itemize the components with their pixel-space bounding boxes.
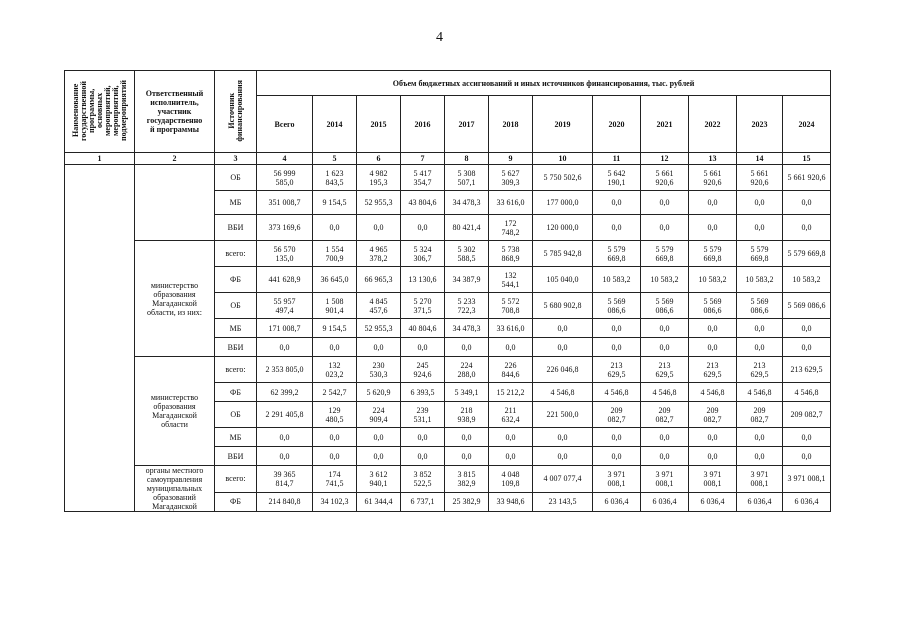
amount-cell: 5 785 942,8 [533,241,593,267]
amount-cell: 0,0 [445,447,489,466]
amount-cell: 15 212,2 [489,383,533,402]
amount-cell: 23 143,5 [533,492,593,511]
amount-cell: 0,0 [689,428,737,447]
amount-cell: 0,0 [313,338,357,357]
amount-cell: 0,0 [641,338,689,357]
amount-cell: 0,0 [489,447,533,466]
amount-cell: 5 661 920,6 [641,165,689,191]
amount-cell: 0,0 [489,428,533,447]
column-number: 14 [737,153,783,165]
amount-cell: 132 023,2 [313,357,357,383]
amount-cell: 0,0 [737,319,783,338]
amount-cell: 56 570 135,0 [257,241,313,267]
amount-cell: 34 387,9 [445,267,489,293]
funding-source-cell: ОБ [215,165,257,191]
header-year: 2024 [783,96,831,153]
column-number: 5 [313,153,357,165]
amount-cell: 6 737,1 [401,492,445,511]
amount-cell: 5 569 086,6 [737,293,783,319]
amount-cell: 4 007 077,4 [533,466,593,493]
column-number: 12 [641,153,689,165]
amount-cell: 52 955,3 [357,191,401,215]
table-row [65,241,831,267]
amount-cell: 5 324 306,7 [401,241,445,267]
column-number: 10 [533,153,593,165]
amount-cell: 0,0 [401,428,445,447]
amount-cell: 0,0 [357,338,401,357]
amount-cell: 0,0 [593,319,641,338]
amount-cell: 3 971 008,1 [641,466,689,493]
amount-cell: 0,0 [533,319,593,338]
amount-cell: 0,0 [737,215,783,241]
amount-cell: 351 008,7 [257,191,313,215]
amount-cell: 213 629,5 [783,357,831,383]
amount-cell: 4 546,8 [783,383,831,402]
amount-cell: 0,0 [533,428,593,447]
amount-cell: 209 082,7 [737,402,783,428]
amount-cell: 120 000,0 [533,215,593,241]
amount-cell: 1 623 843,5 [313,165,357,191]
amount-cell: 0,0 [641,319,689,338]
column-number: 15 [783,153,831,165]
executor-cell [135,165,215,241]
funding-source-cell: ОБ [215,293,257,319]
funding-source-cell: МБ [215,428,257,447]
amount-cell: 1 554 700,9 [313,241,357,267]
amount-cell: 3 971 008,1 [593,466,641,493]
amount-cell: 80 421,4 [445,215,489,241]
amount-cell: 36 645,0 [313,267,357,293]
amount-cell: 0,0 [593,447,641,466]
amount-cell: 209 082,7 [689,402,737,428]
column-number: 2 [135,153,215,165]
executor-cell: министерство образования Магаданской области [135,357,215,466]
amount-cell: 13 130,6 [401,267,445,293]
header-year: 2016 [401,96,445,153]
amount-cell: 0,0 [689,191,737,215]
amount-cell: 5 308 507,1 [445,165,489,191]
amount-cell: 4 546,8 [533,383,593,402]
amount-cell: 2 353 805,0 [257,357,313,383]
funding-source-cell: ВБИ [215,447,257,466]
amount-cell: 10 583,2 [737,267,783,293]
column-number: 9 [489,153,533,165]
column-number: 1 [65,153,135,165]
amount-cell: 62 399,2 [257,383,313,402]
amount-cell: 3 612 940,1 [357,466,401,493]
amount-cell: 5 579 669,8 [737,241,783,267]
amount-cell: 209 082,7 [641,402,689,428]
amount-cell: 61 344,4 [357,492,401,511]
header-executor: Ответственный исполнитель, участник государственно й программы [135,71,215,153]
amount-cell: 1 508 901,4 [313,293,357,319]
amount-cell: 0,0 [641,191,689,215]
amount-cell: 0,0 [641,428,689,447]
funding-source-cell: ФБ [215,492,257,511]
amount-cell: 5 349,1 [445,383,489,402]
header-funding-title: Объем бюджетных ассигнований и иных источников финансирования, тыс. рублей [257,71,831,96]
amount-cell: 33 948,6 [489,492,533,511]
amount-cell: 43 804,6 [401,191,445,215]
amount-cell: 218 938,9 [445,402,489,428]
executor-cell: министерство образования Магаданской области, из них: [135,241,215,357]
amount-cell: 213 629,5 [737,357,783,383]
funding-source-cell: всего: [215,241,257,267]
amount-cell: 4 546,8 [593,383,641,402]
amount-cell: 129 480,5 [313,402,357,428]
amount-cell: 0,0 [783,447,831,466]
amount-cell: 214 840,8 [257,492,313,511]
header-year: 2022 [689,96,737,153]
amount-cell: 5 579 669,8 [593,241,641,267]
amount-cell: 10 583,2 [783,267,831,293]
column-number: 3 [215,153,257,165]
amount-cell: 0,0 [533,338,593,357]
amount-cell: 4 965 378,2 [357,241,401,267]
amount-cell: 0,0 [357,215,401,241]
amount-cell: 0,0 [257,447,313,466]
amount-cell: 39 365 814,7 [257,466,313,493]
amount-cell: 2 291 405,8 [257,402,313,428]
amount-cell: 5 302 588,5 [445,241,489,267]
amount-cell: 224 909,4 [357,402,401,428]
amount-cell: 4 845 457,6 [357,293,401,319]
amount-cell: 171 008,7 [257,319,313,338]
amount-cell: 52 955,3 [357,319,401,338]
executor-cell: органы местного самоуправления муниципальных образований Магаданской [135,466,215,512]
column-number: 8 [445,153,489,165]
amount-cell: 4 048 109,8 [489,466,533,493]
amount-cell: 5 680 902,8 [533,293,593,319]
budget-table [64,70,831,512]
amount-cell: 0,0 [357,428,401,447]
amount-cell: 0,0 [783,191,831,215]
amount-cell: 4 982 195,3 [357,165,401,191]
amount-cell: 441 628,9 [257,267,313,293]
header-year: 2021 [641,96,689,153]
amount-cell: 211 632,4 [489,402,533,428]
amount-cell: 5 579 669,8 [641,241,689,267]
column-number: 6 [357,153,401,165]
amount-cell: 5 270 371,5 [401,293,445,319]
column-number: 4 [257,153,313,165]
header-year: 2015 [357,96,401,153]
amount-cell: 5 579 669,8 [783,241,831,267]
program-name-cell [65,165,135,512]
amount-cell: 0,0 [641,215,689,241]
amount-cell: 0,0 [257,428,313,447]
amount-cell: 0,0 [313,215,357,241]
amount-cell: 0,0 [783,338,831,357]
amount-cell: 34 478,3 [445,319,489,338]
amount-cell: 0,0 [783,428,831,447]
amount-cell: 226 046,8 [533,357,593,383]
funding-source-cell: МБ [215,319,257,338]
amount-cell: 0,0 [737,191,783,215]
amount-cell: 5 233 722,3 [445,293,489,319]
amount-cell: 224 288,0 [445,357,489,383]
amount-cell: 5 569 086,6 [689,293,737,319]
header-year: Всего [257,96,313,153]
amount-cell: 230 530,3 [357,357,401,383]
funding-source-cell: всего: [215,466,257,493]
amount-cell: 3 971 008,1 [783,466,831,493]
amount-cell: 33 616,0 [489,191,533,215]
amount-cell: 5 579 669,8 [689,241,737,267]
amount-cell: 5 661 920,6 [737,165,783,191]
amount-cell: 0,0 [593,191,641,215]
amount-cell: 373 169,6 [257,215,313,241]
header-program-name: Наименование государственной программы, основных мероприятий, мероприятий, подмероприятий [65,71,135,153]
amount-cell: 6 036,4 [689,492,737,511]
header-year: 2017 [445,96,489,153]
funding-source-cell: ФБ [215,267,257,293]
amount-cell: 2 542,7 [313,383,357,402]
amount-cell: 209 082,7 [593,402,641,428]
amount-cell: 6 036,4 [783,492,831,511]
funding-source-cell: ФБ [215,383,257,402]
amount-cell: 0,0 [737,447,783,466]
amount-cell: 0,0 [401,338,445,357]
column-number: 7 [401,153,445,165]
amount-cell: 3 971 008,1 [689,466,737,493]
amount-cell: 5 738 868,9 [489,241,533,267]
table-row [65,357,831,383]
amount-cell: 0,0 [689,215,737,241]
amount-cell: 0,0 [737,338,783,357]
amount-cell: 0,0 [689,447,737,466]
amount-cell: 5 661 920,6 [689,165,737,191]
amount-cell: 105 040,0 [533,267,593,293]
column-number: 11 [593,153,641,165]
table-row [65,466,831,493]
funding-source-cell: МБ [215,191,257,215]
amount-cell: 56 999 585,0 [257,165,313,191]
amount-cell: 33 616,0 [489,319,533,338]
amount-cell: 0,0 [533,447,593,466]
amount-cell: 209 082,7 [783,402,831,428]
funding-source-cell: ОБ [215,402,257,428]
amount-cell: 177 000,0 [533,191,593,215]
amount-cell: 0,0 [313,428,357,447]
amount-cell: 66 965,3 [357,267,401,293]
amount-cell: 6 036,4 [593,492,641,511]
amount-cell: 0,0 [593,428,641,447]
amount-cell: 10 583,2 [689,267,737,293]
funding-source-cell: ВБИ [215,338,257,357]
amount-cell: 3 852 522,5 [401,466,445,493]
header-year: 2014 [313,96,357,153]
amount-cell: 34 102,3 [313,492,357,511]
amount-cell: 174 741,5 [313,466,357,493]
amount-cell: 3 971 008,1 [737,466,783,493]
amount-cell: 40 804,6 [401,319,445,338]
amount-cell: 5 569 086,6 [641,293,689,319]
header-funding-source: Источник финансирования [215,71,257,153]
amount-cell: 5 620,9 [357,383,401,402]
amount-cell: 213 629,5 [641,357,689,383]
amount-cell: 0,0 [593,338,641,357]
table-row [65,165,831,191]
amount-cell: 9 154,5 [313,319,357,338]
amount-cell: 9 154,5 [313,191,357,215]
amount-cell: 0,0 [783,319,831,338]
header-year: 2018 [489,96,533,153]
amount-cell: 5 661 920,6 [783,165,831,191]
header-year: 2019 [533,96,593,153]
amount-cell: 3 815 382,9 [445,466,489,493]
amount-cell: 0,0 [641,447,689,466]
header-year: 2020 [593,96,641,153]
amount-cell: 0,0 [689,338,737,357]
funding-source-cell: всего: [215,357,257,383]
amount-cell: 4 546,8 [689,383,737,402]
amount-cell: 0,0 [257,338,313,357]
amount-cell: 4 546,8 [737,383,783,402]
amount-cell: 0,0 [401,447,445,466]
amount-cell: 5 572 708,8 [489,293,533,319]
amount-cell: 0,0 [357,447,401,466]
amount-cell: 5 627 309,3 [489,165,533,191]
amount-cell: 172 748,2 [489,215,533,241]
amount-cell: 226 844,6 [489,357,533,383]
amount-cell: 0,0 [401,215,445,241]
amount-cell: 4 546,8 [641,383,689,402]
amount-cell: 25 382,9 [445,492,489,511]
amount-cell: 0,0 [783,215,831,241]
amount-cell: 5 569 086,6 [783,293,831,319]
amount-cell: 239 531,1 [401,402,445,428]
amount-cell: 6 036,4 [641,492,689,511]
amount-cell: 132 544,1 [489,267,533,293]
amount-cell: 10 583,2 [641,267,689,293]
amount-cell: 0,0 [593,215,641,241]
amount-cell: 5 569 086,6 [593,293,641,319]
amount-cell: 213 629,5 [689,357,737,383]
amount-cell: 0,0 [445,428,489,447]
amount-cell: 221 500,0 [533,402,593,428]
amount-cell: 10 583,2 [593,267,641,293]
page-number: 4 [436,30,443,45]
amount-cell: 0,0 [737,428,783,447]
amount-cell: 0,0 [313,447,357,466]
header-year: 2023 [737,96,783,153]
amount-cell: 6 393,5 [401,383,445,402]
amount-cell: 6 036,4 [737,492,783,511]
amount-cell: 55 957 497,4 [257,293,313,319]
amount-cell: 213 629,5 [593,357,641,383]
amount-cell: 0,0 [689,319,737,338]
column-number: 13 [689,153,737,165]
amount-cell: 5 750 502,6 [533,165,593,191]
funding-source-cell: ВБИ [215,215,257,241]
amount-cell: 5 417 354,7 [401,165,445,191]
amount-cell: 245 924,6 [401,357,445,383]
amount-cell: 5 642 190,1 [593,165,641,191]
amount-cell: 34 478,3 [445,191,489,215]
amount-cell: 0,0 [445,338,489,357]
amount-cell: 0,0 [489,338,533,357]
